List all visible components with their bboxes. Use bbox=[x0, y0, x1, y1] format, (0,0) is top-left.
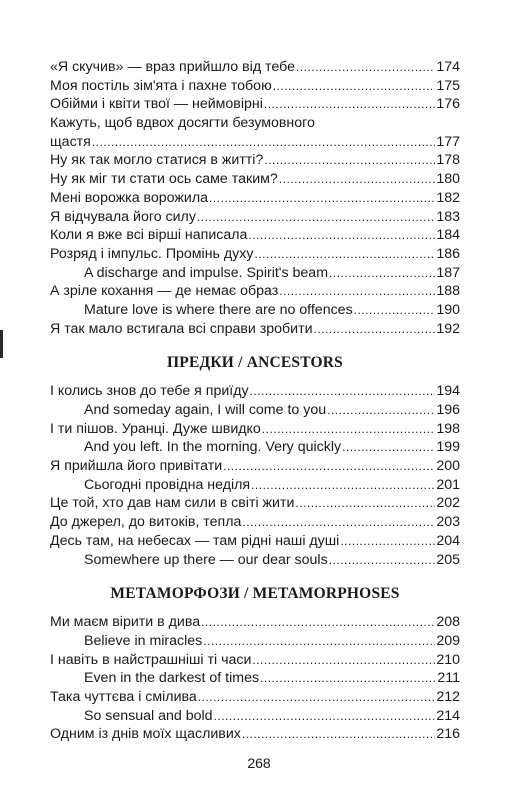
toc-entry-title: Ну як так могло статися в житті? bbox=[50, 152, 264, 169]
toc-leader-dots bbox=[250, 382, 436, 401]
toc-entry bbox=[50, 208, 460, 227]
toc-entry bbox=[50, 551, 460, 570]
toc-entry bbox=[50, 513, 460, 532]
toc-entry-page: 216 bbox=[436, 726, 460, 743]
toc-entry-title: І колись знов до тебе я приїду bbox=[50, 383, 249, 400]
toc-entry bbox=[50, 613, 460, 632]
toc-entry-page: 190 bbox=[436, 301, 460, 318]
toc-entry-title: Мені ворожка ворожила bbox=[50, 189, 209, 206]
toc-entry-title: І ти пішов. Уранці. Дуже швидко bbox=[50, 420, 261, 437]
toc-entry-title: A discharge and impulse. Spirit's beam bbox=[84, 264, 329, 281]
toc-entry-page: 198 bbox=[436, 420, 460, 437]
toc-entry-page: 200 bbox=[436, 458, 460, 475]
toc-entry-title: «Я скучив» — враз прийшло від тебе bbox=[50, 59, 295, 75]
toc-leader-dots bbox=[251, 476, 435, 495]
toc-list-top bbox=[50, 58, 460, 338]
toc-entry-page: 202 bbox=[436, 495, 460, 512]
toc-leader-dots bbox=[203, 632, 435, 651]
toc-entry-page: 175 bbox=[436, 77, 460, 94]
toc-list-ancestors bbox=[50, 382, 460, 569]
toc-entry bbox=[50, 58, 460, 77]
toc-entry-page: 188 bbox=[436, 283, 460, 300]
toc-entry-page: 211 bbox=[437, 670, 460, 687]
toc-entry bbox=[50, 226, 460, 245]
toc-entry bbox=[50, 725, 460, 744]
toc-entry bbox=[50, 264, 460, 283]
toc-entry-page: 186 bbox=[436, 245, 460, 262]
toc-leader-dots bbox=[264, 151, 435, 170]
toc-leader-dots bbox=[242, 725, 435, 744]
toc-leader-dots bbox=[273, 77, 436, 96]
toc-entry-page: 212 bbox=[436, 688, 460, 705]
toc-entry-title: Я прийшла його привітати bbox=[50, 458, 223, 475]
toc-entry-page: 180 bbox=[436, 171, 460, 188]
toc-entry-title: Розряд і імпульс. Промінь духу bbox=[50, 245, 254, 262]
toc-entry bbox=[50, 189, 460, 208]
toc-entry bbox=[50, 95, 460, 114]
toc-entry-title: Somewhere up there — our dear souls bbox=[84, 551, 328, 568]
toc-leader-dots bbox=[264, 95, 435, 114]
toc-entry-title: А зріле кохання — де немає образ bbox=[50, 283, 279, 300]
page-number: 268 bbox=[247, 755, 271, 771]
toc-entry-title: Обійми і квіти твої — неймовірні bbox=[50, 96, 263, 113]
toc-leader-dots bbox=[92, 133, 435, 152]
toc-list-metamorphoses bbox=[50, 613, 460, 744]
toc-leader-dots bbox=[223, 457, 435, 476]
toc-entry bbox=[50, 688, 460, 707]
toc-entry-page: 208 bbox=[436, 614, 460, 631]
toc-leader-dots bbox=[254, 245, 435, 264]
toc-entry-page: 196 bbox=[436, 402, 460, 418]
toc-entry-page: 204 bbox=[436, 532, 460, 549]
toc-entry-page: 182 bbox=[436, 189, 460, 206]
toc-entry bbox=[50, 707, 460, 726]
toc-entry bbox=[50, 669, 460, 688]
toc-entry bbox=[50, 245, 460, 264]
toc-entry-title: Кажуть, щоб вдвох досягти безумовного bbox=[50, 115, 315, 132]
toc-leader-dots bbox=[279, 282, 435, 301]
toc-entry-page: 214 bbox=[436, 707, 460, 724]
toc-entry-page: 192 bbox=[436, 320, 460, 337]
toc-leader-dots bbox=[340, 532, 435, 551]
toc-entry bbox=[50, 170, 460, 189]
toc-entry bbox=[50, 301, 460, 320]
toc-entry-page: 178 bbox=[436, 152, 460, 169]
toc-entry bbox=[50, 632, 460, 651]
toc-entry bbox=[50, 401, 460, 420]
toc-entry-title: And you left. In the morning. Very quickly bbox=[84, 439, 342, 456]
toc-leader-dots bbox=[198, 688, 436, 707]
toc-entry bbox=[50, 133, 460, 152]
toc-entry-page: 184 bbox=[436, 227, 460, 244]
section-title-ancestors: ПРЕДКИ / ANCESTORS bbox=[167, 354, 343, 372]
toc-entry-title: Десь там, на небесах — там рідні наші душі bbox=[50, 532, 340, 549]
table-of-contents bbox=[50, 58, 460, 744]
section-title-metamorphoses: МЕТАМОРФОЗИ / METAMORPHOSES bbox=[110, 585, 400, 603]
toc-entry-title: Коли я вже всі вірші написала bbox=[50, 227, 248, 244]
toc-entry bbox=[50, 457, 460, 476]
toc-leader-dots bbox=[314, 320, 436, 339]
toc-entry-page: 187 bbox=[436, 264, 460, 281]
toc-entry-page: 209 bbox=[436, 632, 460, 649]
toc-leader-dots bbox=[354, 301, 436, 320]
toc-leader-dots bbox=[329, 551, 436, 570]
toc-leader-dots bbox=[214, 707, 436, 726]
toc-entry-page: 176 bbox=[436, 96, 460, 113]
toc-entry-title: щастя bbox=[50, 133, 91, 150]
toc-leader-dots bbox=[342, 438, 435, 457]
toc-entry-page: 183 bbox=[436, 208, 460, 225]
toc-entry-page: 203 bbox=[436, 514, 460, 531]
toc-entry-title: Це той, хто дав нам сили в світі жити bbox=[50, 495, 295, 512]
toc-leader-dots bbox=[279, 170, 436, 189]
toc-leader-dots bbox=[197, 208, 435, 227]
toc-leader-dots bbox=[327, 401, 435, 420]
toc-entry-page: 174 bbox=[436, 59, 460, 75]
toc-entry-page: 199 bbox=[436, 439, 460, 456]
toc-entry-title: Even in the darkest of times bbox=[84, 670, 260, 687]
toc-entry-title: Я так мало встигала всі справи зробити bbox=[50, 320, 313, 337]
toc-entry bbox=[50, 476, 460, 495]
toc-entry bbox=[50, 320, 460, 339]
toc-entry bbox=[50, 151, 460, 170]
toc-entry bbox=[50, 438, 460, 457]
toc-entry-title: Believe in miracles bbox=[84, 632, 203, 649]
toc-entry bbox=[50, 494, 460, 513]
toc-entry-title: Ми маєм вірити в дива bbox=[50, 614, 201, 631]
toc-leader-dots bbox=[209, 189, 435, 208]
toc-entry bbox=[50, 420, 460, 439]
toc-leader-dots bbox=[248, 226, 435, 245]
book-spine-edge bbox=[0, 330, 3, 358]
toc-entry-title: Така чуттєва і смілива bbox=[50, 688, 197, 705]
toc-entry-title: Я відчувала його силу bbox=[50, 208, 196, 225]
toc-leader-dots bbox=[201, 613, 435, 632]
toc-leader-dots bbox=[329, 264, 435, 283]
toc-entry bbox=[50, 532, 460, 551]
toc-leader-dots bbox=[252, 651, 435, 670]
toc-entry-title: And someday again, I will come to you bbox=[84, 402, 327, 418]
toc-entry-title: Mature love is where there are no offences bbox=[84, 301, 353, 318]
toc-entry bbox=[50, 282, 460, 301]
toc-leader-dots bbox=[260, 669, 436, 688]
toc-entry-page: 194 bbox=[436, 383, 460, 400]
toc-entry-page: 210 bbox=[436, 651, 460, 668]
toc-leader-dots bbox=[296, 58, 435, 77]
toc-entry bbox=[50, 114, 460, 133]
toc-entry bbox=[50, 382, 460, 401]
toc-entry-page: 201 bbox=[436, 476, 460, 493]
toc-entry-page: 177 bbox=[436, 133, 460, 150]
toc-entry-title: Ну як міг ти стати ось саме таким? bbox=[50, 171, 278, 188]
toc-entry bbox=[50, 77, 460, 96]
toc-entry-title: Сьогодні провідна неділя bbox=[84, 476, 251, 493]
toc-entry-title: Моя постіль зім'ята і пахне тобою bbox=[50, 77, 272, 94]
toc-entry-title: До джерел, до витоків, тепла bbox=[50, 514, 242, 531]
toc-leader-dots bbox=[242, 513, 435, 532]
toc-entry-title: So sensual and bold bbox=[84, 707, 213, 724]
toc-entry-title: І навіть в найстрашніші ті часи bbox=[50, 651, 252, 668]
toc-entry bbox=[50, 651, 460, 670]
toc-leader-dots bbox=[262, 420, 436, 439]
toc-entry-page: 205 bbox=[436, 551, 460, 568]
toc-leader-dots bbox=[295, 494, 435, 513]
toc-entry-title: Одним із днів моїх щасливих bbox=[50, 726, 241, 743]
